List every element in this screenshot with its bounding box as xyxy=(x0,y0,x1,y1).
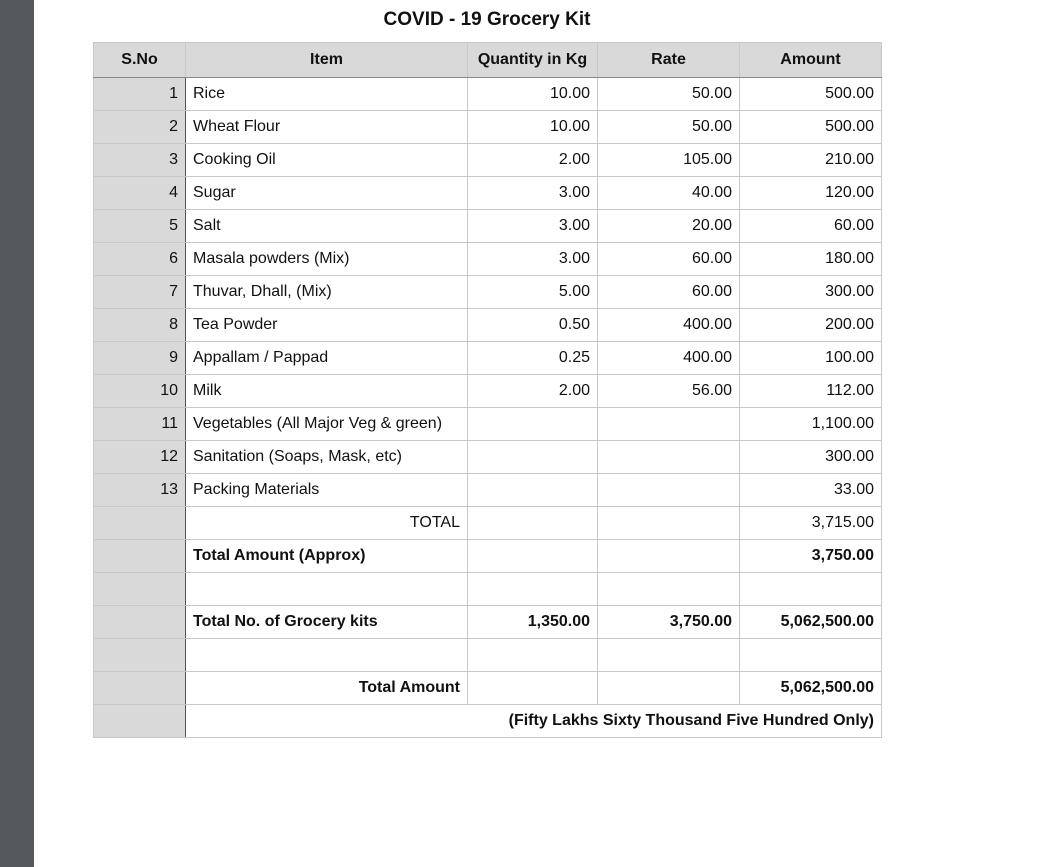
sno-cell xyxy=(94,639,186,672)
rate-cell xyxy=(598,408,740,441)
sno-cell xyxy=(94,507,186,540)
quantity-cell: 0.50 xyxy=(468,309,598,342)
rate-cell: 50.00 xyxy=(598,111,740,144)
quantity-cell xyxy=(468,474,598,507)
sno-cell: 13 xyxy=(94,474,186,507)
sno-cell xyxy=(94,573,186,606)
amount-cell: 300.00 xyxy=(740,276,882,309)
empty-cell xyxy=(468,573,598,606)
amount-cell: 500.00 xyxy=(740,111,882,144)
quantity-cell: 5.00 xyxy=(468,276,598,309)
empty-cell xyxy=(740,639,882,672)
sno-cell: 8 xyxy=(94,309,186,342)
total-label: TOTAL xyxy=(186,507,468,540)
table-row xyxy=(94,111,882,144)
sno-cell: 4 xyxy=(94,177,186,210)
kits-label: Total No. of Grocery kits xyxy=(186,606,468,639)
item-name: Packing Materials xyxy=(186,474,468,507)
quantity-cell xyxy=(468,408,598,441)
approx-label: Total Amount (Approx) xyxy=(186,540,468,573)
sno-cell xyxy=(94,606,186,639)
page-title: COVID - 19 Grocery Kit xyxy=(383,9,591,30)
empty-cell xyxy=(598,672,740,705)
item-name: Milk xyxy=(186,375,468,408)
amount-cell: 60.00 xyxy=(740,210,882,243)
quantity-cell: 10.00 xyxy=(468,111,598,144)
grand-total-label: Total Amount xyxy=(186,672,468,705)
sno-cell xyxy=(94,672,186,705)
amount-cell: 300.00 xyxy=(740,441,882,474)
header-item: Item xyxy=(186,43,468,78)
table-row xyxy=(94,474,882,507)
amount-cell: 210.00 xyxy=(740,144,882,177)
empty-cell xyxy=(468,672,598,705)
item-name: Tea Powder xyxy=(186,309,468,342)
header-rate: Rate xyxy=(598,43,740,78)
amount-cell: 200.00 xyxy=(740,309,882,342)
window-edge-bar xyxy=(0,0,34,867)
sno-cell: 7 xyxy=(94,276,186,309)
sno-cell: 11 xyxy=(94,408,186,441)
item-name: Appallam / Pappad xyxy=(186,342,468,375)
item-name: Sanitation (Soaps, Mask, etc) xyxy=(186,441,468,474)
empty-cell xyxy=(468,639,598,672)
rate-cell xyxy=(598,441,740,474)
sno-cell: 10 xyxy=(94,375,186,408)
empty-cell xyxy=(468,540,598,573)
quantity-cell: 3.00 xyxy=(468,243,598,276)
quantity-cell: 10.00 xyxy=(468,78,598,111)
empty-cell xyxy=(468,507,598,540)
item-name: Salt xyxy=(186,210,468,243)
kits-amount: 5,062,500.00 xyxy=(740,606,882,639)
sno-cell: 2 xyxy=(94,111,186,144)
table-row xyxy=(94,78,882,111)
rate-cell: 60.00 xyxy=(598,276,740,309)
empty-cell xyxy=(598,507,740,540)
total-row xyxy=(94,507,882,540)
blank-row xyxy=(94,639,882,672)
sno-cell xyxy=(94,540,186,573)
rate-cell xyxy=(598,474,740,507)
kits-qty: 1,350.00 xyxy=(468,606,598,639)
amount-cell: 100.00 xyxy=(740,342,882,375)
table-row xyxy=(94,441,882,474)
table-row xyxy=(94,309,882,342)
sno-cell: 6 xyxy=(94,243,186,276)
amount-cell: 500.00 xyxy=(740,78,882,111)
rate-cell: 50.00 xyxy=(598,78,740,111)
rate-cell: 20.00 xyxy=(598,210,740,243)
blank-row xyxy=(94,573,882,606)
grand-total-row xyxy=(94,672,882,705)
amount-cell: 120.00 xyxy=(740,177,882,210)
table-header-row xyxy=(94,43,882,78)
quantity-cell xyxy=(468,441,598,474)
item-name: Cooking Oil xyxy=(186,144,468,177)
empty-cell xyxy=(598,540,740,573)
rate-cell: 105.00 xyxy=(598,144,740,177)
table-row xyxy=(94,342,882,375)
grand-total-amount: 5,062,500.00 xyxy=(740,672,882,705)
kits-row xyxy=(94,606,882,639)
item-name: Sugar xyxy=(186,177,468,210)
approx-amount: 3,750.00 xyxy=(740,540,882,573)
empty-cell xyxy=(598,639,740,672)
amount-in-words: (Fifty Lakhs Sixty Thousand Five Hundred Only) xyxy=(186,705,882,738)
rate-cell: 40.00 xyxy=(598,177,740,210)
quantity-cell: 2.00 xyxy=(468,375,598,408)
table-row xyxy=(94,177,882,210)
empty-cell xyxy=(186,573,468,606)
table-row xyxy=(94,276,882,309)
table-row xyxy=(94,243,882,276)
table-row xyxy=(94,408,882,441)
item-name: Thuvar, Dhall, (Mix) xyxy=(186,276,468,309)
amount-cell: 1,100.00 xyxy=(740,408,882,441)
empty-cell xyxy=(186,639,468,672)
empty-cell xyxy=(598,573,740,606)
sno-cell: 1 xyxy=(94,78,186,111)
approx-total-row xyxy=(94,540,882,573)
amount-cell: 33.00 xyxy=(740,474,882,507)
sno-cell: 3 xyxy=(94,144,186,177)
empty-cell xyxy=(740,573,882,606)
amount-cell: 180.00 xyxy=(740,243,882,276)
quantity-cell: 0.25 xyxy=(468,342,598,375)
item-name: Vegetables (All Major Veg & green) xyxy=(186,408,468,441)
amount-in-words-row xyxy=(94,705,882,738)
total-amount: 3,715.00 xyxy=(740,507,882,540)
header-sno: S.No xyxy=(94,43,186,78)
quantity-cell: 3.00 xyxy=(468,177,598,210)
table-row xyxy=(94,375,882,408)
quantity-cell: 2.00 xyxy=(468,144,598,177)
sno-cell: 12 xyxy=(94,441,186,474)
item-name: Rice xyxy=(186,78,468,111)
kits-rate: 3,750.00 xyxy=(598,606,740,639)
sno-cell xyxy=(94,705,186,738)
sno-cell: 9 xyxy=(94,342,186,375)
amount-cell: 112.00 xyxy=(740,375,882,408)
grocery-kit-table xyxy=(93,42,882,738)
item-name: Masala powders (Mix) xyxy=(186,243,468,276)
quantity-cell: 3.00 xyxy=(468,210,598,243)
rate-cell: 56.00 xyxy=(598,375,740,408)
rate-cell: 60.00 xyxy=(598,243,740,276)
item-name: Wheat Flour xyxy=(186,111,468,144)
sno-cell: 5 xyxy=(94,210,186,243)
table-row xyxy=(94,210,882,243)
header-qty: Quantity in Kg xyxy=(468,43,598,78)
rate-cell: 400.00 xyxy=(598,342,740,375)
rate-cell: 400.00 xyxy=(598,309,740,342)
table-row xyxy=(94,144,882,177)
header-amount: Amount xyxy=(740,43,882,78)
